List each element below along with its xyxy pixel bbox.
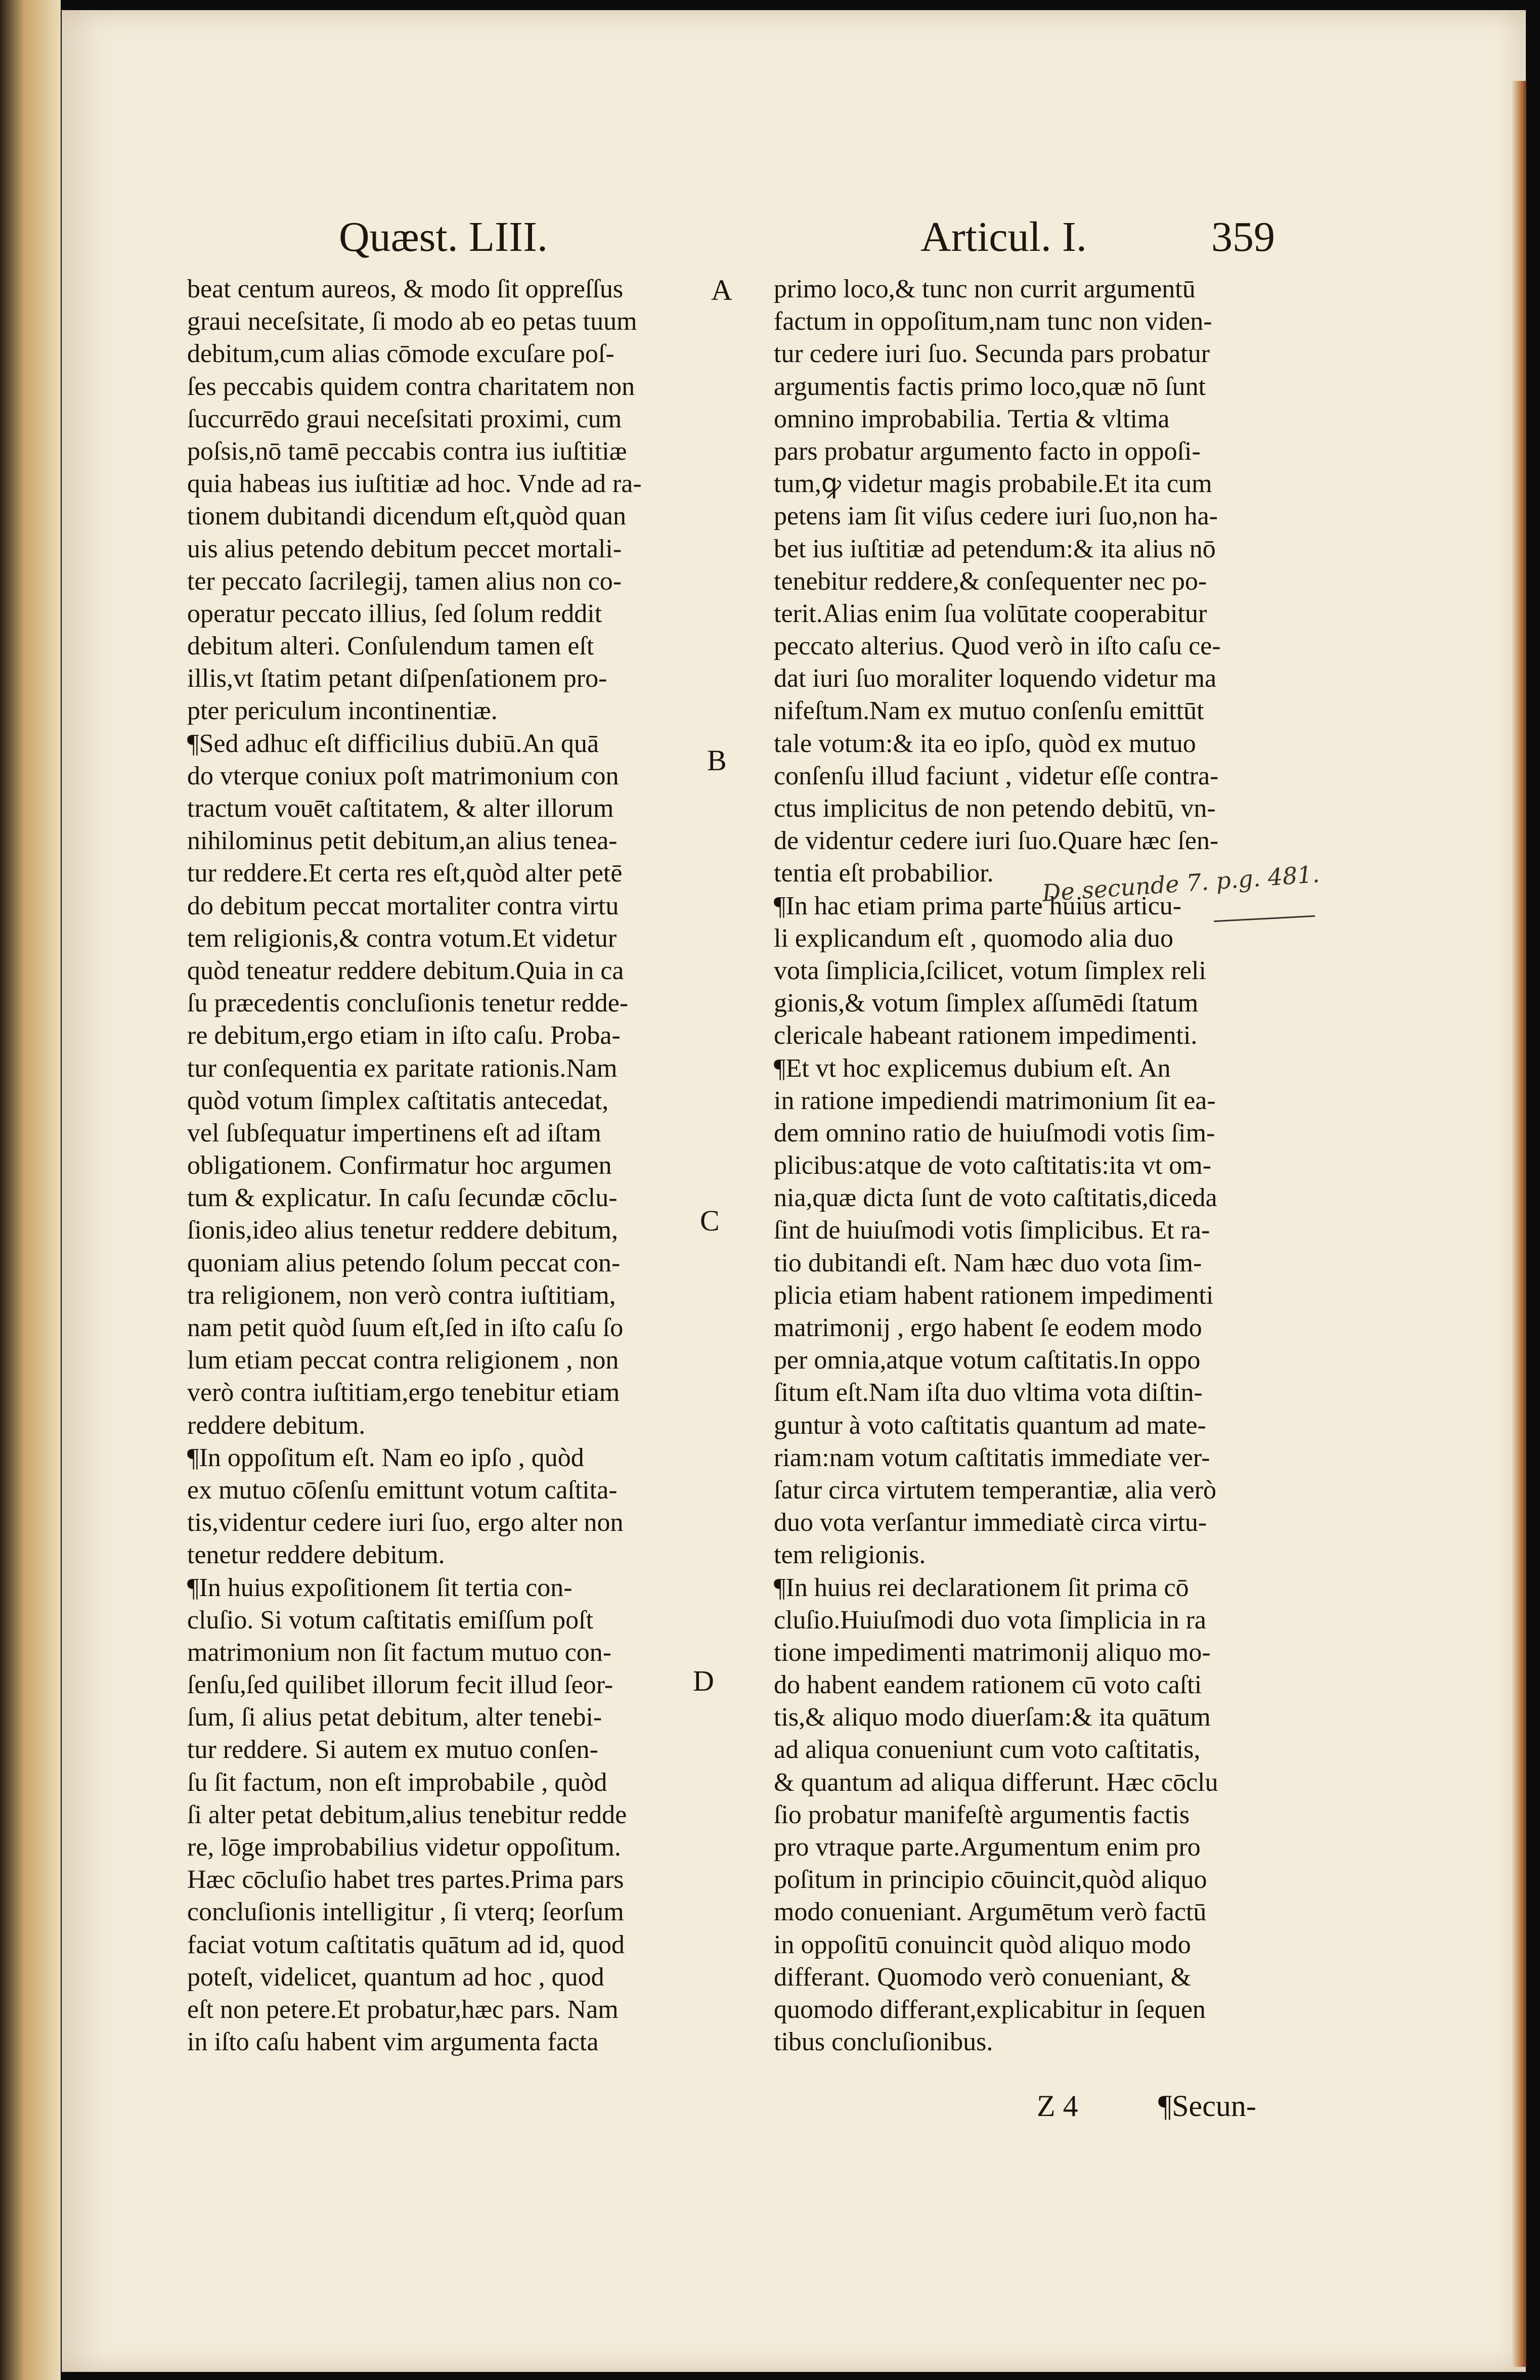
text-line: re debitum,ergo etiam in iſto caſu. Proba- (187, 1021, 621, 1050)
page-number: 359 (1211, 213, 1275, 260)
running-head-question: Quæst. LIII. (339, 213, 548, 260)
text-line: Hæc cōcluſio habet tres partes.Prima pars (187, 1865, 624, 1894)
text-line: illis,vt ſtatim petant diſpenſationem pro- (187, 664, 607, 693)
text-line: pars probatur argumento facto in oppoſi- (774, 436, 1201, 466)
text-line: modo conueniant. Argumētum verò factū (774, 1898, 1207, 1927)
text-line: tem religionis. (774, 1540, 926, 1570)
text-line: reddere debitum. (187, 1411, 366, 1440)
text-line: vel ſubſequatur impertinens eſt ad iſtam (187, 1118, 601, 1148)
text-line: per omnia,atque votum caſtitatis.In oppo (774, 1346, 1201, 1375)
text-line: bet ius iuſtitiæ ad petendum:& ita alius nō (774, 534, 1216, 563)
text-line: in iſto caſu habent vim argumenta facta (187, 2028, 599, 2057)
text-line: in oppoſitū conuincit quòd aliquo modo (774, 1930, 1191, 1959)
text-line: ſi alter petat debitum,alius tenebitur redde (187, 1800, 627, 1829)
text-line: plicia etiam habent rationem impedimenti (774, 1281, 1214, 1310)
text-line: ad aliqua conueniunt cum voto caſtitatis, (774, 1735, 1201, 1765)
text-line: pter periculum incontinentiæ. (187, 696, 498, 726)
right-text-column (774, 273, 1285, 2058)
text-line: nihilominus petit debitum,an alius tenea- (187, 826, 618, 856)
text-line: omnino improbabilia. Tertia & vltima (774, 404, 1170, 433)
text-line: cluſio.Huiuſmodi duo vota ſimplicia in ra (774, 1605, 1206, 1635)
text-line: ¶Et vt hoc explicemus dubium eſt. An (774, 1053, 1171, 1083)
text-line: tio dubitandi eſt. Nam hæc duo vota ſim- (774, 1248, 1202, 1277)
text-line: in ratione impediendi matrimonium ſit ea- (774, 1086, 1216, 1115)
text-line: tibus concluſionibus. (774, 2028, 993, 2057)
catchword: ¶Secun- (1158, 2089, 1256, 2123)
text-line: gionis,& votum ſimplex aſſumēdi ſtatum (774, 989, 1199, 1018)
text-line: terit.Alias enim ſua volūtate cooperabitur (774, 599, 1207, 628)
text-line: matrimonium non ſit factum mutuo con- (187, 1638, 612, 1667)
text-line: lum etiam peccat contra religionem , non (187, 1346, 619, 1375)
text-line: matrimonij , ergo habent ſe eodem modo (774, 1313, 1202, 1342)
text-line: tenebitur reddere,& conſequenter nec po- (774, 566, 1207, 596)
text-line: nia,quæ dicta ſunt de voto caſtitatis,diceda (774, 1183, 1217, 1213)
text-line: ter peccato ſacrilegij, tamen alius non co- (187, 566, 622, 596)
text-line: ſionis,ideo alius tenetur reddere debitum, (187, 1216, 618, 1245)
text-line: riam:nam votum caſtitatis immediate ver- (774, 1443, 1210, 1472)
text-line: ſu præcedentis concluſionis tenetur redde- (187, 989, 629, 1018)
text-line: do debitum peccat mortaliter contra virtu (187, 891, 619, 920)
text-line: peccato alterius. Quod verò in iſto caſu ce- (774, 632, 1221, 661)
text-line: ſio probatur manifeſtè argumentis factis (774, 1800, 1190, 1829)
text-line: cluſio. Si votum caſtitatis emiſſum poſt (187, 1605, 594, 1635)
text-line: plicibus:atque de voto caſtitatis:ita vt om- (774, 1151, 1212, 1180)
text-line: faciat votum caſtitatis quātum ad id, quod (187, 1930, 625, 1959)
text-line: tur reddere. Si autem ex mutuo conſen- (187, 1735, 598, 1765)
text-line: tale votum:& ita eo ipſo, quòd ex mutuo (774, 729, 1196, 758)
text-line: ſint de huiuſmodi votis ſimplicibus. Et ra- (774, 1216, 1210, 1245)
text-line: concluſionis intelligitur , ſi vterq; ſeorſum (187, 1898, 624, 1927)
left-text-column (187, 273, 713, 2058)
text-line: ctus implicitus de non petendo debitū, vn- (774, 794, 1216, 823)
text-line: & quantum ad aliqua differunt. Hæc cōclu (774, 1768, 1218, 1797)
text-line: ſes peccabis quidem contra charitatem non (187, 372, 635, 401)
text-line: tionem dubitandi dicendum eſt,quòd quan (187, 502, 626, 531)
text-line: factum in oppoſitum,nam tunc non viden- (774, 307, 1212, 336)
text-line: quòd teneatur reddere debitum.Quia in ca (187, 956, 624, 985)
text-line: do vterque coniux poſt matrimonium con (187, 761, 619, 790)
text-line: tum & explicatur. In caſu ſecundæ cōclu- (187, 1183, 618, 1213)
text-line: debitum alteri. Conſulendum tamen eſt (187, 632, 594, 661)
text-line: poſsis,nō tamē peccabis contra ius iuſtitiæ (187, 436, 627, 466)
text-line: ſu ſit factum, non eſt improbabile , quòd (187, 1768, 607, 1797)
text-line: differant. Quomodo verò conueniant, & (774, 1962, 1192, 1992)
text-line: graui neceſsitate, ſi modo ab eo petas tuum (187, 307, 637, 336)
text-line: ¶In oppoſitum eſt. Nam eo ipſo , quòd (187, 1443, 584, 1472)
text-line: do habent eandem rationem cū voto caſti (774, 1670, 1202, 1700)
text-line: tione impedimenti matrimonij aliquo mo- (774, 1638, 1211, 1667)
text-line: ſatur circa virtutem temperantiæ, alia verò (774, 1475, 1216, 1505)
text-line: clericale habeant rationem impedimenti. (774, 1021, 1198, 1050)
text-line: vota ſimplicia,ſcilicet, votum ſimplex reli (774, 956, 1206, 985)
text-line: tentia eſt probabilior. (774, 859, 994, 888)
text-line: ſuccurrēdo graui neceſsitati proximi, cum (187, 404, 622, 433)
text-line: de videntur cedere iuri ſuo.Quare hæc ſen- (774, 826, 1219, 856)
text-line: operatur peccato illius, ſed ſolum reddit (187, 599, 602, 628)
margin-letter-c: C (700, 1204, 720, 1237)
text-line: pro vtraque parte.Argumentum enim pro (774, 1833, 1201, 1862)
text-line: tractum vouēt caſtitatem, & alter illorum (187, 794, 614, 823)
text-line: tem religionis,& contra votum.Et videtur (187, 923, 617, 953)
text-line: debitum,cum alias cōmode excuſare poſ- (187, 339, 614, 369)
signature-mark: Z 4 (1037, 2089, 1078, 2123)
text-line: ¶In huius expoſitionem ſit tertia con- (187, 1573, 573, 1602)
text-line: ¶In huius rei declarationem ſit prima cō (774, 1573, 1189, 1602)
text-line: quomodo differant,explicabitur in ſequen (774, 1995, 1206, 2024)
text-line: beat centum aureos, & modo ſit oppreſſus (187, 275, 624, 303)
text-line: verò contra iuſtitiam,ergo tenebitur etiam (187, 1378, 620, 1407)
text-line: ſum, ſi alius petat debitum, alter tenebi- (187, 1703, 602, 1732)
page-gutter (0, 0, 61, 2380)
text-line: tur reddere.Et certa res eſt,quòd alter petē (187, 859, 623, 888)
text-line: li explicandum eſt , quomodo alia duo (774, 923, 1173, 953)
text-line: nam petit quòd ſuum eſt,ſed in iſto caſu ſo (187, 1313, 624, 1342)
text-line: tis,videntur cedere iuri ſuo, ergo alter non (187, 1508, 624, 1537)
text-line: argumentis factis primo loco,quæ nō ſunt (774, 372, 1206, 401)
handwritten-annotation: De secunde 7. p.g. 481. (1041, 860, 1321, 907)
text-line: ſenſu,ſed quilibet illorum fecit illud ſeor- (187, 1670, 613, 1700)
margin-letter-d: D (693, 1664, 714, 1697)
text-line: ¶In hac etiam prima parte huius articu- (774, 891, 1182, 920)
text-line: dat iuri ſuo moraliter loquendo videtur ma (774, 664, 1217, 693)
text-line: duo vota verſantur immediatè circa virtu- (774, 1508, 1207, 1537)
text-line: quia habeas ius iuſtitiæ ad hoc. Vnde ad ra- (187, 469, 642, 499)
text-line: tur conſequentia ex paritate rationis.Nam (187, 1053, 618, 1083)
text-line: nifeſtum.Nam ex mutuo conſenſu emittūt (774, 696, 1204, 726)
text-line: conſenſu illud faciunt , videtur eſſe contra- (774, 761, 1219, 790)
page-edge (1512, 81, 1526, 2367)
text-line: ¶Sed adhuc eſt difficilius dubiū.An quā (187, 729, 599, 758)
text-line: tenetur reddere debitum. (187, 1540, 445, 1570)
text-line: tur cedere iuri ſuo. Secunda pars probatur (774, 339, 1210, 369)
text-line: dem omnino ratio de huiuſmodi votis ſim- (774, 1118, 1215, 1148)
text-line: tis,& aliquo modo diuerſam:& ita quātum (774, 1703, 1211, 1732)
text-line: ex mutuo cōſenſu emittunt votum caſtita- (187, 1475, 618, 1505)
text-line: poteſt, videlicet, quantum ad hoc , quod (187, 1962, 604, 1992)
text-line: ſitum eſt.Nam iſta duo vltima vota diſtin- (774, 1378, 1203, 1407)
text-line: quòd votum ſimplex caſtitatis antecedat, (187, 1086, 609, 1115)
text-line: eſt non petere.Et probatur,hæc pars. Nam (187, 1995, 619, 2024)
text-line: quoniam alius petendo ſolum peccat con- (187, 1248, 621, 1277)
text-line: petens iam ſit viſus cedere iuri ſuo,non ha- (774, 502, 1218, 531)
margin-letter-b: B (707, 744, 727, 777)
running-head-article: Articul. I. (920, 213, 1087, 260)
text-line: primo loco,& tunc non currit argumentū (774, 275, 1196, 303)
margin-letter-a: A (711, 274, 732, 306)
text-line: re, lōge improbabilius videtur oppoſitum. (187, 1833, 621, 1862)
text-line: uis alius petendo debitum peccet mortali- (187, 534, 622, 563)
text-line: poſitum in principio cōuincit,quòd aliquo (774, 1865, 1207, 1894)
text-line: guntur à voto caſtitatis quantum ad mate- (774, 1411, 1206, 1440)
text-line: tra religionem, non verò contra iuſtitiam, (187, 1281, 616, 1310)
text-line: obligationem. Confirmatur hoc argumen (187, 1151, 612, 1180)
text-line: tum,ꝙ videtur magis probabile.Et ita cum (774, 469, 1212, 499)
